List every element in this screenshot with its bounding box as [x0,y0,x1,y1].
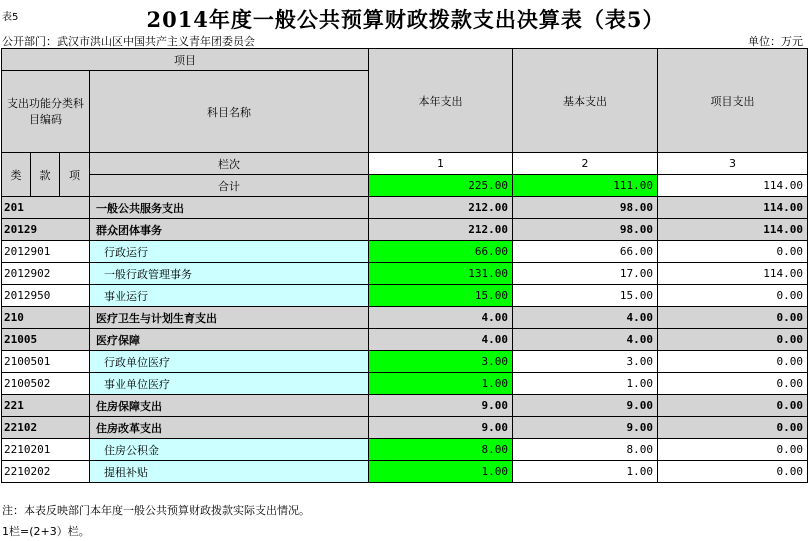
row-basic: 4.00 [513,329,658,351]
row-code: 22102 [2,417,90,439]
table-row [2,197,808,219]
table-row [2,241,808,263]
header-lanci: 栏次 [90,153,369,175]
header-func-code: 支出功能分类科目编码 [2,71,90,153]
row-code: 2100501 [2,351,90,373]
row-this-year: 15.00 [369,285,513,307]
row-name: 行政单位医疗 [90,351,369,373]
row-this-year: 9.00 [369,395,513,417]
total-basic: 111.00 [513,175,658,197]
row-this-year: 66.00 [369,241,513,263]
row-name: 一般行政管理事务 [90,263,369,285]
row-project: 0.00 [658,351,808,373]
row-code: 21005 [2,329,90,351]
row-project: 0.00 [658,439,808,461]
total-project: 114.00 [658,175,808,197]
row-name: 提租补贴 [90,461,369,483]
index-3: 3 [658,153,808,175]
table-number-tag: 表5 [2,12,19,23]
header-subject-name: 科目名称 [90,71,369,153]
row-basic: 9.00 [513,417,658,439]
table-row [2,395,808,417]
row-code: 2210201 [2,439,90,461]
table-row [2,461,808,483]
row-name: 群众团体事务 [90,219,369,241]
header-project: 项目 [2,49,369,71]
row-code: 201 [2,197,90,219]
row-this-year: 1.00 [369,373,513,395]
row-name: 医疗卫生与计划生育支出 [90,307,369,329]
row-basic: 8.00 [513,439,658,461]
row-project: 114.00 [658,197,808,219]
header-project-exp: 项目支出 [658,49,808,153]
row-project: 0.00 [658,417,808,439]
row-name: 住房改革支出 [90,417,369,439]
row-code: 2012902 [2,263,90,285]
row-basic: 1.00 [513,373,658,395]
row-code: 2210202 [2,461,90,483]
row-this-year: 9.00 [369,417,513,439]
row-name: 住房保障支出 [90,395,369,417]
table-row [2,285,808,307]
row-code: 221 [2,395,90,417]
row-name: 事业运行 [90,285,369,307]
row-basic: 17.00 [513,263,658,285]
row-basic: 9.00 [513,395,658,417]
row-this-year: 212.00 [369,219,513,241]
row-code: 2100502 [2,373,90,395]
table-row [2,219,808,241]
header-basic: 基本支出 [513,49,658,153]
row-code: 2012950 [2,285,90,307]
index-1: 1 [369,153,513,175]
row-this-year: 4.00 [369,307,513,329]
row-project: 0.00 [658,461,808,483]
budget-table [1,48,808,483]
row-name: 行政运行 [90,241,369,263]
index-2: 2 [513,153,658,175]
department-label: 公开部门：武汉市洪山区中国共产主义青年团委员会 [2,35,255,48]
row-project: 0.00 [658,307,808,329]
footnote-2: 1栏=(2+3）栏。 [2,525,90,538]
row-project: 114.00 [658,219,808,241]
header-lei: 类 [2,153,31,197]
row-project: 0.00 [658,373,808,395]
row-project: 0.00 [658,241,808,263]
unit-label: 单位：万元 [748,35,803,48]
table-row [2,351,808,373]
table-row [2,373,808,395]
row-basic: 4.00 [513,307,658,329]
header-kuan: 款 [31,153,60,197]
table-row [2,307,808,329]
row-code: 2012901 [2,241,90,263]
total-label: 合计 [90,175,369,197]
row-project: 0.00 [658,285,808,307]
row-this-year: 1.00 [369,461,513,483]
row-this-year: 131.00 [369,263,513,285]
row-basic: 66.00 [513,241,658,263]
row-name: 一般公共服务支出 [90,197,369,219]
table-row [2,417,808,439]
header-this-year: 本年支出 [369,49,513,153]
row-basic: 1.00 [513,461,658,483]
row-project: 0.00 [658,329,808,351]
row-project: 0.00 [658,395,808,417]
row-basic: 15.00 [513,285,658,307]
row-this-year: 4.00 [369,329,513,351]
page-title: 2014年度一般公共预算财政拨款支出决算表（表5） [146,7,665,32]
header-xiang: 项 [60,153,90,197]
row-code: 210 [2,307,90,329]
row-this-year: 212.00 [369,197,513,219]
row-this-year: 3.00 [369,351,513,373]
row-name: 住房公积金 [90,439,369,461]
total-this-year: 225.00 [369,175,513,197]
row-name: 事业单位医疗 [90,373,369,395]
table-row [2,329,808,351]
row-name: 医疗保障 [90,329,369,351]
row-basic: 98.00 [513,197,658,219]
row-project: 114.00 [658,263,808,285]
row-basic: 98.00 [513,219,658,241]
table-row [2,263,808,285]
footnote-1: 注：本表反映部门本年度一般公共预算财政拨款实际支出情况。 [2,504,310,517]
row-this-year: 8.00 [369,439,513,461]
row-basic: 3.00 [513,351,658,373]
row-code: 20129 [2,219,90,241]
table-row [2,439,808,461]
